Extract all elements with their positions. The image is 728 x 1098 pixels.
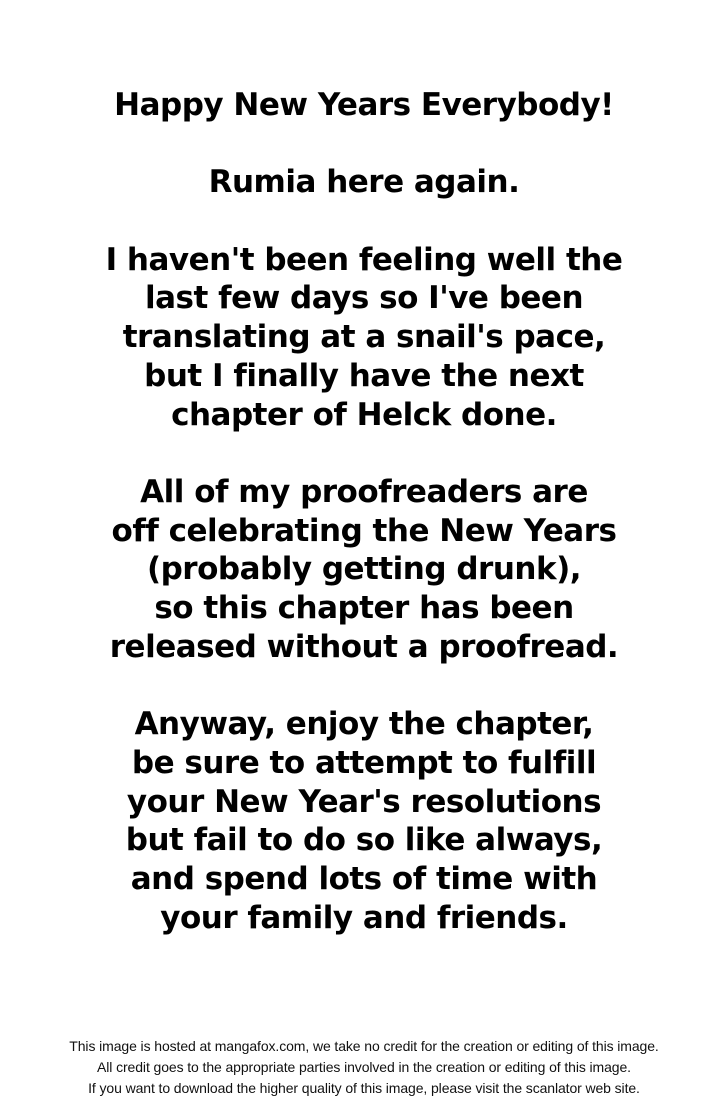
hosting-disclaimer xyxy=(0,1036,728,1098)
note-line: Anyway, enjoy the chapter, xyxy=(134,706,594,743)
note-line: I haven't been feeling well the xyxy=(105,241,623,278)
disclaimer-line: This image is hosted at mangafox.com, we take no credit for the creation or editing of this image. xyxy=(69,1038,659,1054)
note-line: so this chapter has been xyxy=(154,590,574,627)
note-line: All of my proofreaders are xyxy=(140,473,588,510)
note-line: off celebrating the New Years xyxy=(111,512,617,549)
note-line: but fail to do so like always, xyxy=(125,822,603,859)
note-line: (probably getting drunk), xyxy=(146,551,582,588)
disclaimer-line: If you want to download the higher quality of this image, please visit the scanlator web site. xyxy=(88,1080,640,1096)
note-line: translating at a snail's pace, xyxy=(122,319,606,356)
note-line: chapter of Helck done. xyxy=(171,396,557,433)
note-line: your family and friends. xyxy=(160,899,568,936)
note-line: but I finally have the next xyxy=(144,357,584,394)
note-line: last few days so I've been xyxy=(144,280,584,317)
note-line: Rumia here again. xyxy=(208,164,520,201)
disclaimer-line: All credit goes to the appropriate parties involved in the creation or editing of this image. xyxy=(97,1059,631,1075)
note-paragraph-greeting xyxy=(0,163,728,202)
note-line: released without a proofread. xyxy=(109,628,619,665)
translator-note xyxy=(0,86,728,976)
note-line: be sure to attempt to fulfill xyxy=(131,744,597,781)
note-title: Happy New Years Everybody! xyxy=(114,87,614,123)
note-line: your New Year's resolutions xyxy=(126,783,602,820)
note-line: and spend lots of time with xyxy=(130,861,598,897)
